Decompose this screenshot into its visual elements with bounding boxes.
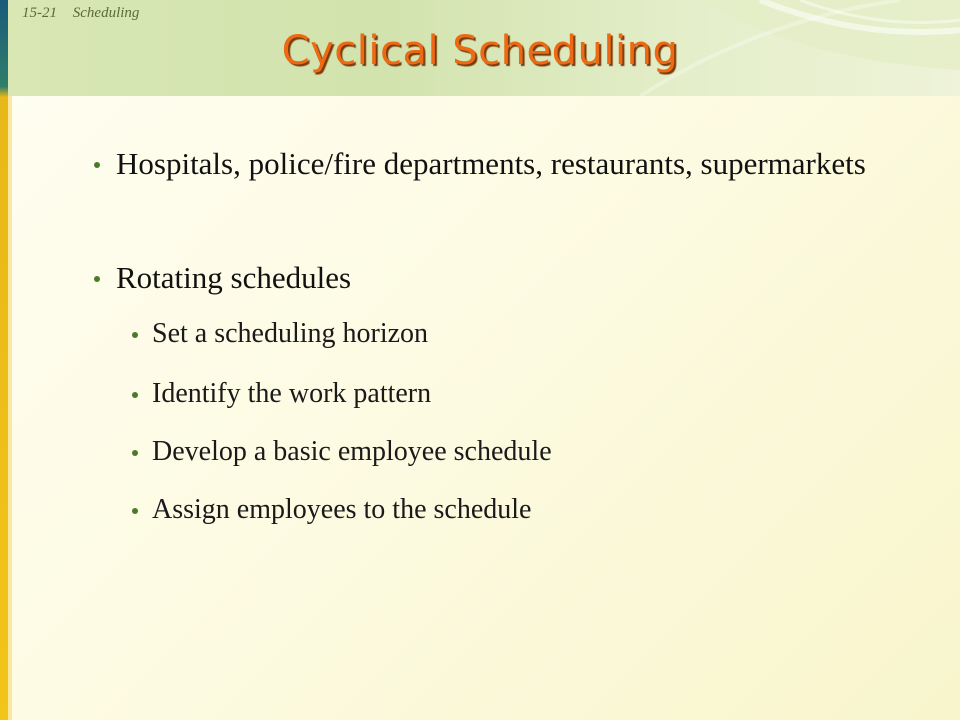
sub-bullet-item (132, 490, 912, 530)
bullet-text: Assign employees to the schedule (152, 494, 532, 525)
left-accent-stripe (0, 0, 8, 720)
bullet-dot-icon (132, 392, 138, 398)
bullet-dot-icon (94, 276, 100, 282)
slide-number: 15-21 (22, 5, 57, 21)
bullet-text: Develop a basic employee schedule (152, 436, 552, 467)
bullet-item (94, 142, 934, 186)
bullet-dot-icon (132, 332, 138, 338)
slide-title: Cyclical Scheduling (281, 28, 679, 74)
bullet-text: Set a scheduling horizon (152, 318, 429, 349)
bullet-text: Rotating schedules (116, 260, 352, 295)
sub-bullet-item (132, 432, 912, 472)
bullet-item (94, 256, 934, 300)
left-accent-stripe-light (8, 96, 12, 720)
sub-bullet-item (132, 314, 912, 354)
bullet-dot-icon (132, 508, 138, 514)
section-name: Scheduling (72, 5, 140, 21)
sub-bullet-item (132, 374, 912, 414)
bullet-text: Identify the work pattern (152, 378, 432, 409)
bullet-text: Hospitals, police/fire departments, restaurants, supermarkets (116, 146, 866, 181)
bullet-dot-icon (132, 450, 138, 456)
bullet-dot-icon (94, 162, 100, 168)
slide-reference (22, 5, 151, 22)
